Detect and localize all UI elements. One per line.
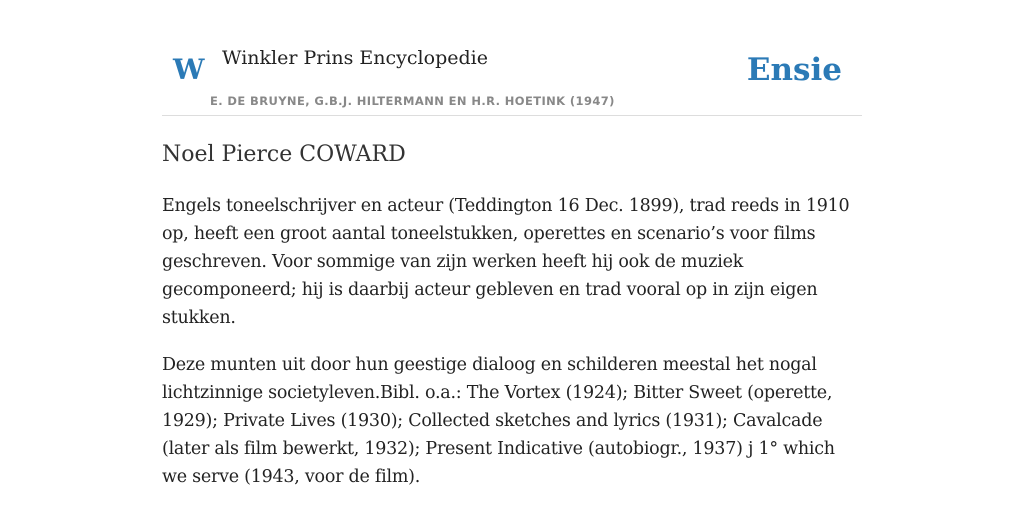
header-divider [162,115,862,116]
site-header [162,0,862,116]
brand-logo[interactable]: Ensie [746,52,842,88]
publication-title[interactable]: Winkler Prins Encyclopedie [222,47,488,69]
article-paragraph-2: Deze munten uit door hun geestige dialoog en schilderen meestal het nogal lichtzinnige societyleven.Bibl. o.a.: The Vortex (1924); Bitter Sweet (operette, 1929); Private Lives (1930); Collected sketches and lyrics (1931); Cavalcade (later als film bewerkt, 1932); Present Indicative (autobiogr., 1937) j 1° which we serve (1943, voor de film). [162,355,835,487]
publication-authors: E. DE BRUYNE, G.B.J. HILTERMANN EN H.R. HOETINK (1947) [210,94,615,108]
article-title: Noel Pierce COWARD [162,142,406,167]
article-paragraph-1: Engels toneelschrijver en acteur (Teddington 16 Dec. 1899), trad reeds in 1910 op, heeft een groot aantal toneelstukken, operettes en scenario’s voor films geschreven. Voor sommige van zijn werken heeft hij ook de muziek gecomponeerd; hij is daarbij acteur gebleven en trad vooral op in zijn eigen stukken. [162,196,850,328]
publication-logo-icon[interactable]: W [173,53,205,86]
